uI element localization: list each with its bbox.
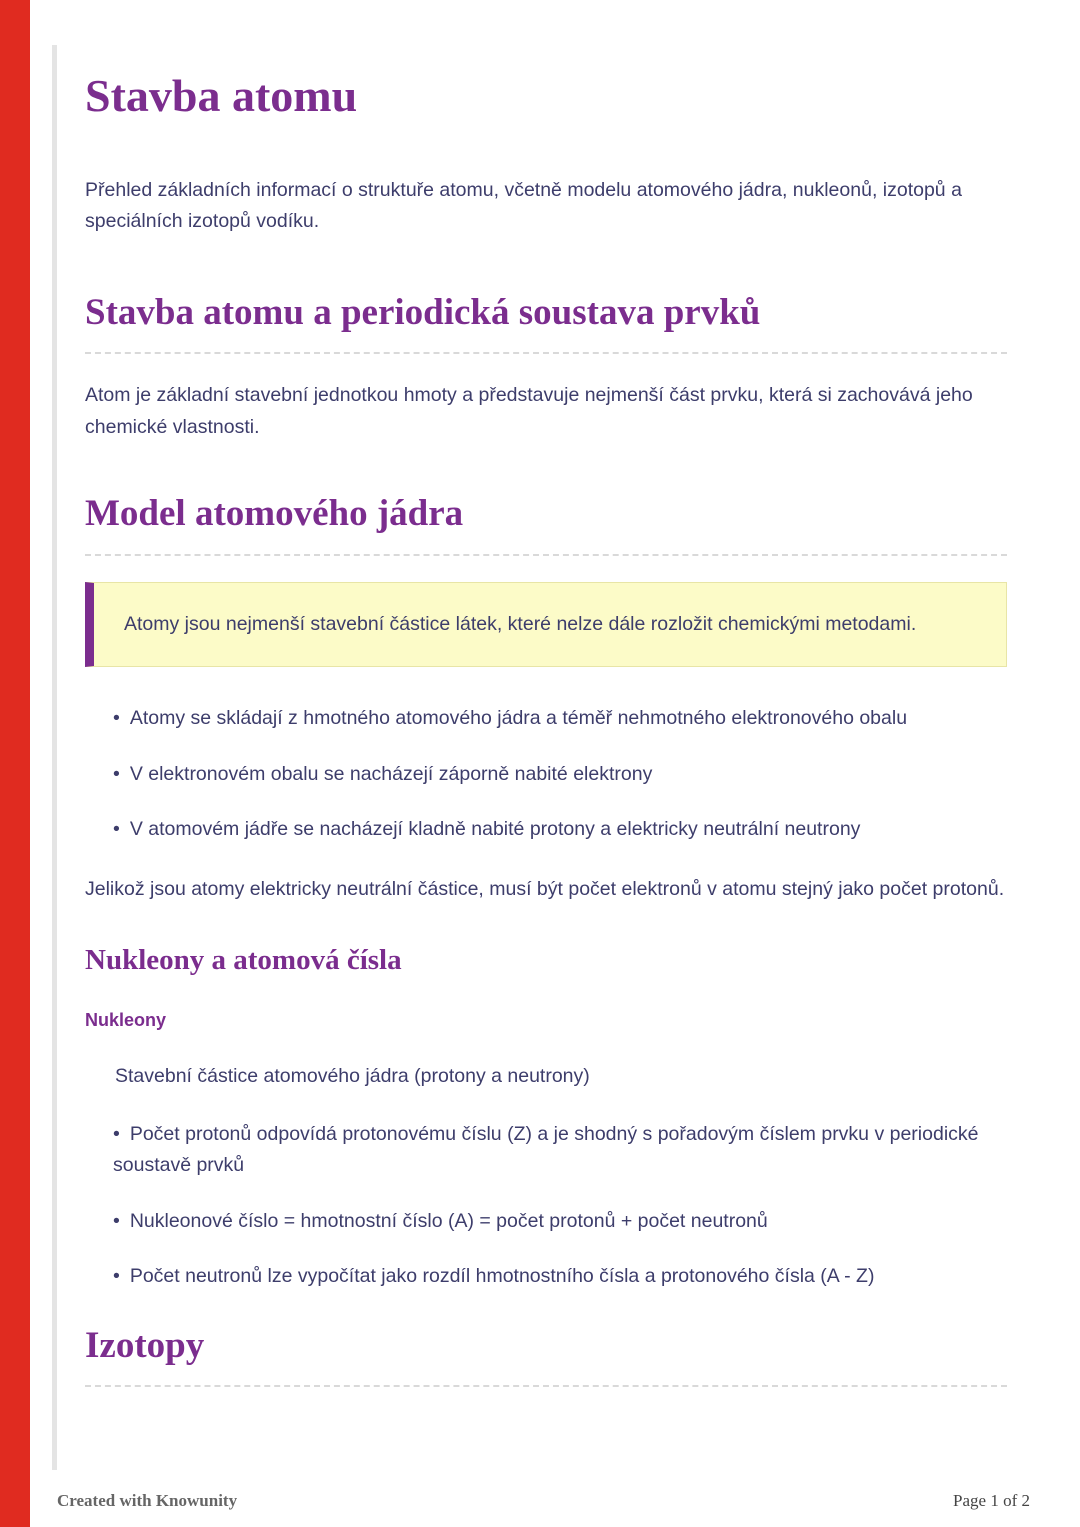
list-item — [113, 703, 1007, 735]
highlight-callout — [85, 582, 1007, 668]
list-item — [113, 759, 1007, 791]
page-edge-strip — [0, 0, 30, 1527]
term-definition: Stavební částice atomového jádra (protony a neutrony) — [115, 1065, 590, 1087]
list-item — [113, 1119, 1007, 1182]
bullet-marker: • — [113, 707, 120, 730]
section-heading-stavba-atomu: Stavba atomu a periodická soustava prvků — [85, 290, 1007, 354]
footer-branding: Created with Knowunity — [57, 1491, 238, 1510]
bullet-marker: • — [113, 818, 120, 841]
nukleony-bullet-list — [85, 1119, 1007, 1293]
bullet-marker: • — [113, 762, 120, 785]
bullet-marker: • — [113, 1265, 120, 1288]
intro-paragraph: Přehled základních informací o struktuře atomu, včetně modelu atomového jádra, nukleonů, izotopů a speciálních izotopů vodíku. — [85, 178, 962, 233]
list-item-text: Atomy se skládají z hmotného atomového jádra a téměř nehmotného elektronového obalu — [129, 707, 908, 730]
term-label-nukleony: Nukleony — [85, 1009, 167, 1030]
list-item-text: V elektronovém obalu se nacházejí záporně nabité elektrony — [129, 762, 653, 785]
section-heading-izotopy: Izotopy — [85, 1323, 1007, 1387]
callout-text: Atomy jsou nejmenší stavební částice látek, které nelze dále rozložit chemickými metodami. — [124, 612, 917, 635]
page-left-border — [52, 45, 57, 1470]
section1-paragraph: Atom je základní stavební jednotkou hmoty a představuje nejmenší část prvku, která si zachovává jeho chemické vlastnosti. — [85, 384, 973, 438]
page-number: Page 1 of 2 — [953, 1491, 1030, 1510]
list-item — [113, 1261, 1007, 1293]
list-item — [113, 814, 1007, 846]
bullet-marker: • — [113, 1122, 120, 1145]
section-heading-model-jadra: Model atomového jádra — [85, 491, 1007, 555]
subsection-heading-nukleony: Nukleony a atomová čísla — [85, 943, 402, 976]
model-bullet-list — [85, 703, 1007, 846]
list-item-text: Počet protonů odpovídá protonovému číslu (Z) a je shodný s pořadovým číslem prvku v periodické soustavě prvků — [113, 1122, 979, 1177]
list-item-text: V atomovém jádře se nacházejí kladně nabité protony a elektricky neutrální neutrony — [129, 818, 861, 841]
list-item-text: Nukleonové číslo = hmotnostní číslo (A) = počet protonů + počet neutronů — [129, 1209, 768, 1232]
neutrality-paragraph: Jelikož jsou atomy elektricky neutrální částice, musí být počet elektronů v atomu stejný jako počet protonů. — [85, 878, 1005, 901]
document-content — [85, 0, 1007, 1413]
page-footer — [0, 1491, 1080, 1511]
list-item-text: Počet neutronů lze vypočítat jako rozdíl hmotnostního čísla a protonového čísla (A - Z) — [129, 1265, 875, 1288]
list-item — [113, 1206, 1007, 1238]
bullet-marker: • — [113, 1209, 120, 1232]
page-title: Stavba atomu — [85, 70, 358, 121]
